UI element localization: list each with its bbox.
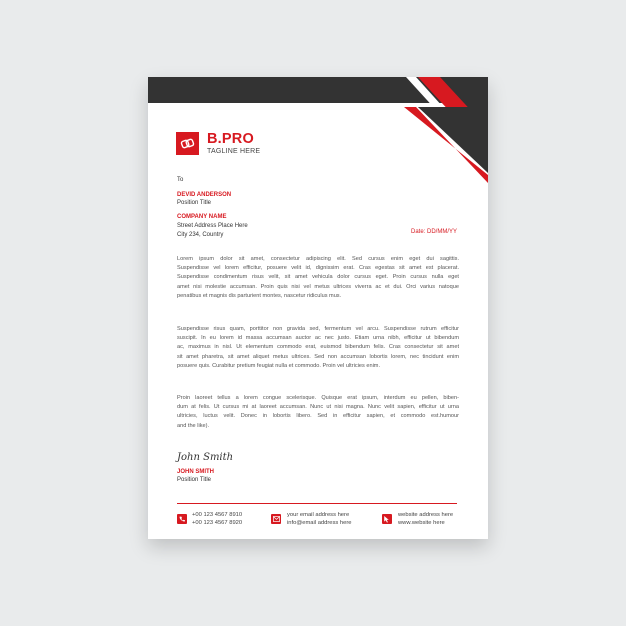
envelope-icon [271,514,281,524]
body-line: Suspendisse vel lorem efficitur, posuere velit id, dignissim erat. Cras egestas sit amet est placerat. [177,265,459,272]
city-country: City 234, Country [177,232,224,238]
body-line: and the like). [177,422,210,429]
company-name: COMPANY NAME [177,214,227,220]
body-line: amet nisi molestie accumsan. Proin quis nisi vel metus ultrices viverra ac et dui. Orci varius natoque [177,283,459,290]
corner-stripes-decoration [378,77,488,187]
interlocking-rings-icon [180,136,195,151]
body-line: penatibus et magnis dis parturient montes, nascetur ridiculus mus. [177,292,342,299]
body-line: Lorem ipsum dolor sit amet, consectetur adipiscing elit. Sed cursus enim eget dui sagittis. [177,256,459,262]
cursor-icon [382,514,392,524]
body-paragraph-3 [177,394,459,431]
body-line: Suspendisse condimentum risus velit, sit amet vehicula dolor cursus eget. Proin cursus nulla eget [177,274,459,281]
website-address-2[interactable]: www.website here [398,520,445,526]
brand-block [207,132,260,155]
phone-icon [177,514,187,524]
to-label: To [177,177,184,183]
email-address-1[interactable]: your email address here [287,512,350,518]
body-line: Suspendisse risus quam, porttitor non gravida sed, fermentum vel arcu. Suspendisse rutrum efficitur [177,326,459,332]
brand-tagline: TAGLINE HERE [207,148,261,155]
signature-script: John Smith [177,452,234,463]
street-address: Street Address Place Here [177,223,248,229]
body-line: Proin laoreet tellus a lorem congue scelerisque. Quisque erat ipsum, interdum eu pellen, biben- [177,395,459,401]
phone-number-2: +00 123 4567 8920 [192,520,243,526]
body-line: ultricies, luctus velit. Donec in lobortis libero. Sed in efficitur sapien, et commodo est.humour [177,413,459,420]
body-paragraph-1 [177,255,459,301]
recipient-position: Position Title [177,200,212,206]
website-address-1[interactable]: website address here [398,512,454,518]
brand-logo [176,132,199,155]
body-line: sit amet pharetra, sit amet aliquet metus ultrices. Sed non accumsan lobortis lorem, nec tincidunt enim [177,353,459,360]
email-address-2[interactable]: info@email address here [287,520,352,526]
phone-number-1: +00 123 4567 8910 [192,512,243,518]
signer-position: Position Title [177,477,212,483]
signer-name: JOHN SMITH [177,469,215,475]
body-line: ac, maximus in nisl. Ut elementum commodo erat, euismod bibendum felis. Cras consectetur sit amet [177,344,459,351]
body-paragraph-2 [177,325,459,371]
date-field: Date: DD/MM/YY [411,229,458,235]
brand-name: B.PRO [207,131,254,147]
letterhead-page [148,77,488,539]
footer-divider [177,503,457,504]
body-line: dum at felis. Ut cursus mi at laoreet accumsan. Nunc ut nisi magna. Nunc velit sapien, efficitur ut urna [177,404,459,411]
recipient-name: DEVID ANDERSON [177,192,232,198]
body-line: suscipit. In eu lorem id massa accumsan auctor ac nec justo. Etiam urna nibh, efficitur ut bibendum [177,335,459,342]
body-line: posuere quis. Curabitur pretium feugiat nulla et commodo. Proin vel ultricies enim. [177,362,381,369]
